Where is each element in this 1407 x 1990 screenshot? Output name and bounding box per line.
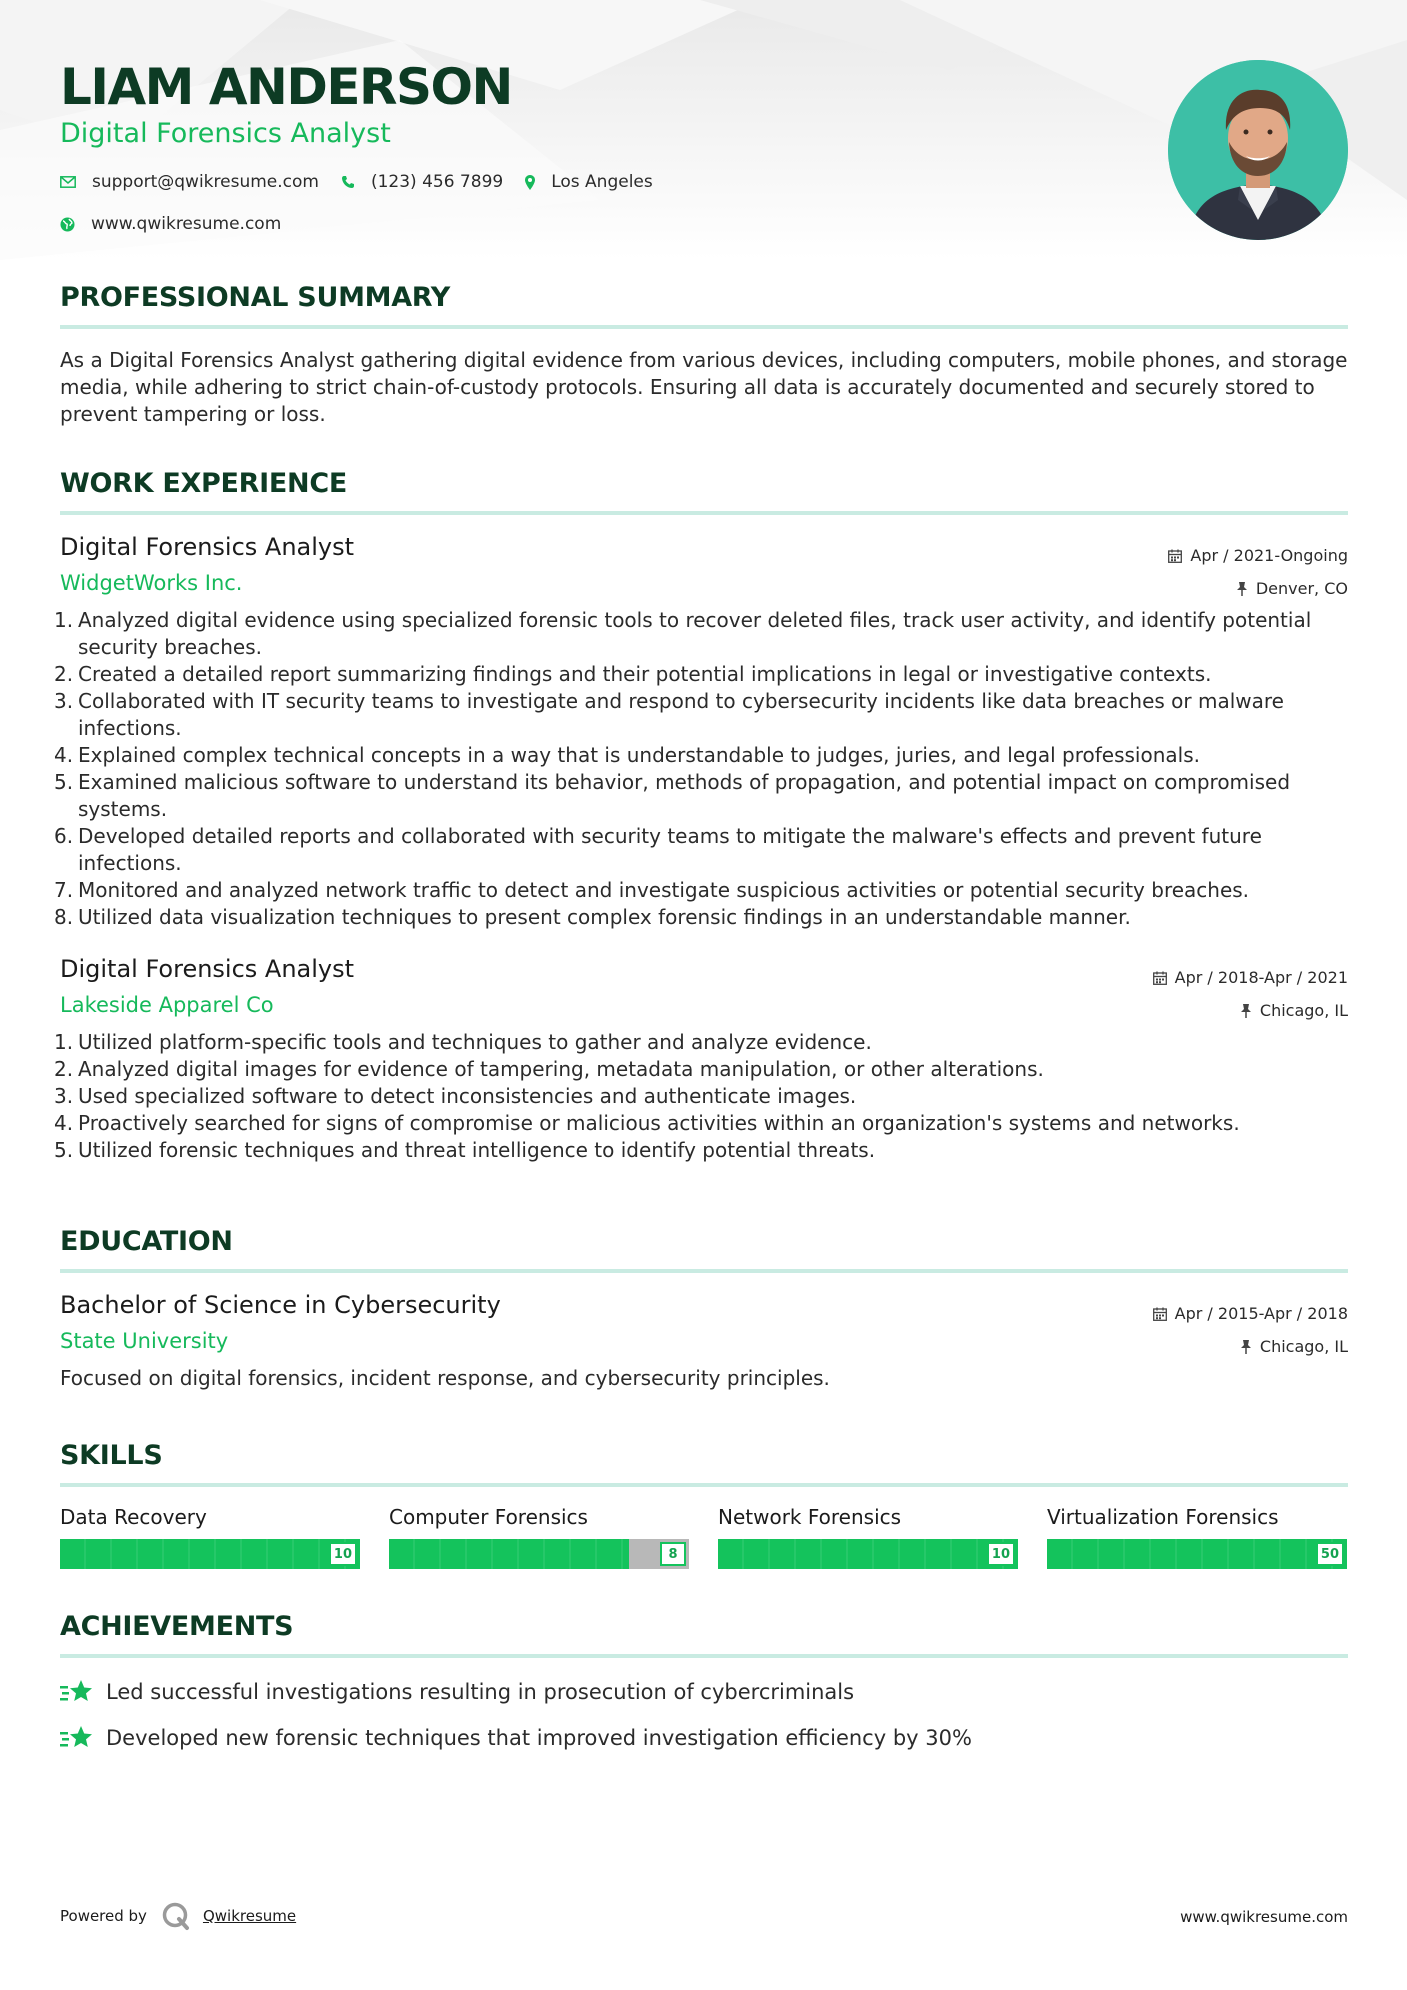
job-entry [54,533,1348,931]
candidate-title: Digital Forensics Analyst [60,118,391,149]
achievements-heading: ACHIEVEMENTS [60,1611,294,1642]
bullet-text: Analyzed digital evidence using specialized forensic tools to recover deleted files, track user activity, and identify potential security breaches. [78,608,1312,659]
bullet-text: Explained complex technical concepts in a way that is understandable to judges, juries, and legal professionals. [78,743,1200,767]
bullet-text: Collaborated with IT security teams to investigate and respond to cybersecurity incidents like data breaches or malware infections. [78,689,1284,740]
contact-website[interactable] [60,214,281,234]
list-item: 3. Collaborated with IT security teams to investigate and respond to cybersecurity incidents like data breaches or malware infections. [60,688,1348,742]
section-divider [60,511,1348,515]
job-dates-text: Apr / 2018-Apr / 2021 [1174,968,1348,987]
education-location [1153,1330,1348,1363]
contact-row-website [60,214,303,234]
skill-item [60,1505,360,1569]
skills-section [60,1440,1348,1569]
list-item: 5. Utilized forensic techniques and threat intelligence to identify potential threats. [54,1138,876,1162]
skill-item [389,1505,689,1569]
powered-by-label: Powered by [60,1907,147,1925]
pushpin-icon [1240,1004,1252,1018]
skill-item [718,1505,1018,1569]
list-item: 8. Utilized data visualization techniques to present complex forensic findings in an understandable manner. [54,905,1131,929]
skill-score: 10 [987,1542,1015,1566]
job-location-text: Denver, CO [1255,579,1348,598]
job-title: Digital Forensics Analyst [60,955,355,983]
skill-name: Data Recovery [60,1505,207,1529]
job-dates [1168,539,1348,572]
education-entry [60,1291,1348,1392]
job-location-text: Chicago, IL [1259,1001,1348,1020]
list-item: 1. Analyzed digital evidence using specialized forensic tools to recover deleted files, track user activity, and identify potential security breaches. [60,607,1348,661]
education-location-text: Chicago, IL [1259,1337,1348,1356]
job-company: Lakeside Apparel Co [60,993,274,1017]
resume-page [54,0,1348,1752]
calendar-icon [1153,1307,1167,1321]
achievement-text: Led successful investigations resulting in prosecution of cybercriminals [106,1680,855,1704]
skill-name: Computer Forensics [389,1505,588,1529]
footer-website[interactable]: www.qwikresume.com [1180,1908,1348,1926]
job-bullets [54,1029,1348,1164]
bullet-text: Proactively searched for signs of compromise or malicious activities within an organization's systems and networks. [78,1111,1240,1135]
skill-item [1047,1505,1347,1569]
job-title: Digital Forensics Analyst [60,533,355,561]
profile-photo [1168,60,1348,240]
skill-score: 8 [660,1542,686,1566]
candidate-name: LIAM ANDERSON [60,58,512,116]
list-item: 2. Created a detailed report summarizing findings and their potential implications in legal or investigative contexts. [54,662,1212,686]
map-pin-icon [525,175,535,190]
skill-bar [718,1539,1018,1569]
experience-section [54,468,1348,1164]
envelope-icon [60,176,76,188]
job-location [1168,572,1348,605]
education-meta [1153,1297,1348,1363]
bullet-text: Developed detailed reports and collaborated with security teams to mitigate the malware's effects and prevent future infections. [78,824,1262,875]
bullet-text: Analyzed digital images for evidence of tampering, metadata manipulation, or other alterations. [78,1057,1044,1081]
job-entry [54,955,1348,1164]
bullet-text: Created a detailed report summarizing findings and their potential implications in legal or investigative contexts. [78,662,1212,686]
website-text: www.qwikresume.com [91,214,282,234]
globe-icon [60,217,75,232]
bullet-text: Used specialized software to detect inconsistencies and authenticate images. [78,1084,857,1108]
list-item: 6. Developed detailed reports and collaborated with security teams to mitigate the malware's effects and prevent future infections. [60,823,1348,877]
avatar [1168,60,1348,240]
qwikresume-link[interactable]: Qwikresume [202,1907,297,1925]
summary-text: As a Digital Forensics Analyst gathering digital evidence from various devices, including computers, mobile phones, and storage media, while adhering to strict chain-of-custody protocols. Ensuring all data is accurately documented and securely stored to prevent tampering or loss. [60,348,1348,426]
contact-phone[interactable] [341,172,503,192]
skill-bar-fill [718,1539,1018,1569]
list-item: 7. Monitored and analyzed network traffic to detect and investigate suspicious activities or potential security breaches. [54,878,1250,902]
job-location [1153,994,1348,1027]
contact-location [525,172,653,192]
star-icon [60,1678,94,1706]
contact-email[interactable] [60,172,319,192]
bullet-text: Monitored and analyzed network traffic to detect and investigate suspicious activities or potential security breaches. [78,878,1250,902]
skill-bar [1047,1539,1347,1569]
experience-heading: WORK EXPERIENCE [60,468,347,499]
qwikresume-logo-icon [161,1901,191,1931]
pushpin-icon [1236,582,1248,596]
pushpin-icon [1240,1340,1252,1354]
list-item: 4. Proactively searched for signs of compromise or malicious activities within an organization's systems and networks. [54,1111,1240,1135]
page-footer [60,1896,1348,1936]
section-divider [60,1269,1348,1273]
education-section [60,1226,1348,1392]
section-divider [60,1483,1348,1487]
skills-grid [60,1505,1348,1569]
job-dates [1153,961,1348,994]
education-heading: EDUCATION [60,1226,233,1257]
bullet-text: Utilized forensic techniques and threat intelligence to identify potential threats. [78,1138,876,1162]
email-text: support@qwikresume.com [92,172,319,192]
skill-name: Virtualization Forensics [1047,1505,1279,1529]
phone-icon [341,175,355,189]
skill-name: Network Forensics [718,1505,902,1529]
list-item: 5. Examined malicious software to understand its behavior, methods of propagation, and potential impact on compromised systems. [60,769,1348,823]
calendar-icon [1168,549,1182,563]
skills-heading: SKILLS [60,1440,163,1471]
list-item: 4. Explained complex technical concepts in a way that is understandable to judges, juries, and legal professionals. [54,743,1200,767]
education-dates-text: Apr / 2015-Apr / 2018 [1174,1304,1348,1323]
bullet-text: Examined malicious software to understand its behavior, methods of propagation, and potential impact on compromised systems. [78,770,1291,821]
skill-bar-fill [389,1539,629,1569]
bullet-text: Utilized platform-specific tools and techniques to gather and analyze evidence. [78,1030,872,1054]
bullet-text: Utilized data visualization techniques to present complex forensic findings in an understandable manner. [78,905,1131,929]
calendar-icon [1153,971,1167,985]
achievement-item [60,1724,1348,1752]
education-description: Focused on digital forensics, incident response, and cybersecurity principles. [60,1366,830,1390]
skill-bar-fill [60,1539,360,1569]
skill-bar-fill [1047,1539,1347,1569]
achievement-item [60,1678,1348,1706]
summary-section [60,282,1348,428]
job-meta [1153,961,1348,1027]
job-meta [1168,539,1348,605]
contact-row [60,172,675,192]
skill-bar [60,1539,360,1569]
skill-score: 50 [1316,1542,1344,1566]
school-name: State University [60,1329,229,1353]
star-icon [60,1724,94,1752]
phone-text: (123) 456 7899 [370,172,504,192]
skill-bar [389,1539,689,1569]
education-dates [1153,1297,1348,1330]
section-divider [60,1654,1348,1658]
section-divider [60,325,1348,329]
achievement-text: Developed new forensic techniques that improved investigation efficiency by 30% [106,1726,972,1750]
summary-heading: PROFESSIONAL SUMMARY [60,282,451,313]
job-bullets [54,607,1348,931]
job-dates-text: Apr / 2021-Ongoing [1190,546,1348,565]
list-item: 2. Analyzed digital images for evidence of tampering, metadata manipulation, or other alterations. [54,1057,1044,1081]
skill-score: 10 [329,1542,357,1566]
list-item: 3. Used specialized software to detect inconsistencies and authenticate images. [54,1084,857,1108]
achievements-section [60,1611,1348,1752]
job-company: WidgetWorks Inc. [60,571,243,595]
resume-header [60,0,1348,250]
list-item: 1. Utilized platform-specific tools and techniques to gather and analyze evidence. [54,1030,872,1054]
location-text: Los Angeles [551,172,653,192]
degree-title: Bachelor of Science in Cybersecurity [60,1291,501,1319]
